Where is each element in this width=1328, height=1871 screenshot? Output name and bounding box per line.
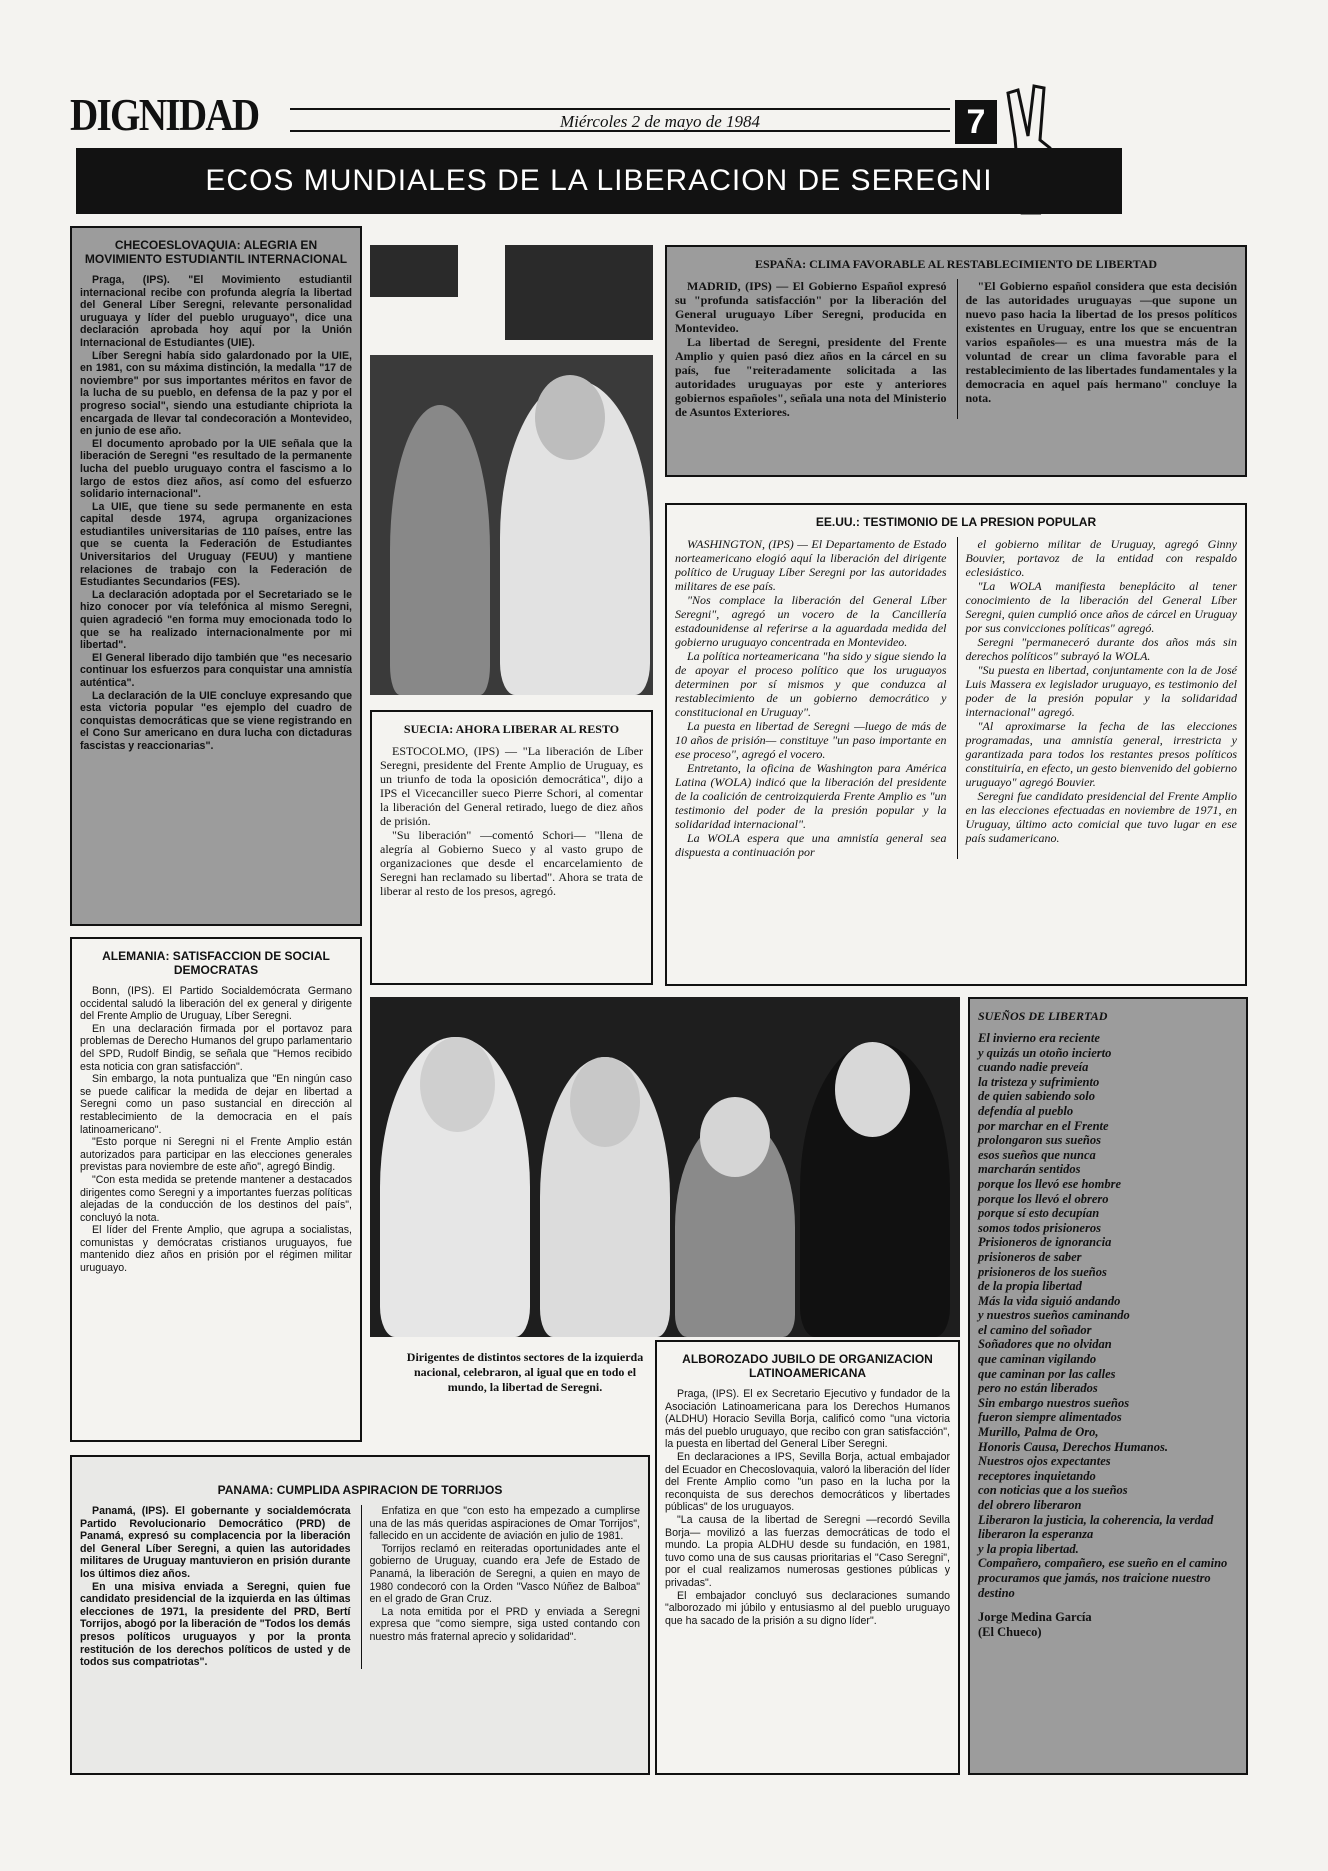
paragraph: "La WOLA manifiesta beneplácito al tener conocimiento de la liberación del General Líber Seregni, quien cumplió once años de cárcel en Uruguay por sus convicciones políticas" agregó. [965,579,1237,635]
poem-line: defendía al pueblo [978,1103,1074,1118]
poem-line: Compañero, compañero, ese sueño en el camino [978,1556,1228,1571]
masthead-logo: DIGNIDAD [70,89,259,140]
poem-line: la tristeza y sufrimiento [978,1074,1100,1089]
poem-line: liberaron la esperanza [978,1527,1094,1542]
paragraph: La declaración de la UIE concluye expresando que esta victoria popular "es ejemplo del cuadro de conquistas democráticas que se viene registrando en el Cono Sur americano en dura lucha con dictaduras fascistas y reaccionarias". [80,689,352,752]
paragraph: "Su puesta en libertad, conjuntamente con la de José Luis Massera ex legislador uruguayo, es testimonio del poder de la presión popular y la solidaridad internacional" agregó. [965,663,1237,719]
poem-line: que caminan por las calles [978,1366,1116,1381]
poem-author-alias: (El Chueco) [978,1624,1042,1639]
paragraph: el gobierno militar de Uruguay, agregó Ginny Bouvier, portavoz de la entidad con respaldo eclesiástico. [965,537,1237,579]
article-espana [665,245,1247,477]
poem-line: y quizás un otoño incierto [978,1045,1112,1060]
article-title: SUECIA: AHORA LIBERAR AL RESTO [403,722,620,736]
paragraph: Enfatiza en que "con esto ha empezado a cumplirse una de las más queridas aspiraciones de Omar Torrijos", fallecido en un accidente de aviación en julio de 1981. [369,1505,640,1543]
poem-line: cuando nadie preveía [978,1060,1089,1075]
poem-line: receptores inquietando [978,1468,1096,1483]
poem-line: prisioneros de saber [978,1249,1082,1264]
poem-line: del obrero liberaron [978,1498,1082,1512]
paragraph: WASHINGTON, (IPS) — El Departamento de Estado norteamericano elogió aquí la liberación del dirigente político de Uruguay Líber Seregni por las autoridades militares de ese país. [675,537,947,593]
paragraph: "Con esta medida se pretende mantener a destacados dirigentes como Seregni y a importantes fuerzas políticas alejadas de la conducción de los destinos del país", concluyó la nota. [80,1173,352,1224]
paragraph: El General liberado dijo también que "es necesario continuar los esfuerzos para conquistar una amnistía auténtica". [80,651,352,689]
poem-line: de quien sabiendo solo [978,1089,1096,1104]
article-title: ALEMANIA: SATISFACCION DE SOCIAL DEMOCRATAS [102,949,330,977]
poem-line: El invierno era reciente [978,1031,1100,1045]
poem-line: porque sí esto decupían [978,1206,1100,1221]
photo-leaders-group [370,997,960,1337]
poem-line: con noticias que a los sueños [978,1483,1128,1498]
paragraph: Bonn, (IPS). El Partido Socialdemócrata Germano occidental saludó la liberación del ex general y dirigente del Frente Amplio de Uruguay, Líber Seregni. [80,985,352,1023]
paragraph: La puesta en libertad de Seregni —luego de más de 10 años de prisión— constituye "un paso importante en ese proceso", agregó el vocero. [675,719,947,761]
page-number: 7 [955,100,997,144]
poem-line: Liberaron la justicia, la coherencia, la verdad [978,1512,1214,1527]
paragraph: En una declaración firmada por el portavoz para problemas de Derecho Humanos del grupo parlamentario del SPD, Rudolf Bindig, se señala que "Hemos recibido esta noticia con gran satisfacción". [80,1022,352,1073]
paragraph: "La causa de la libertad de Seregni —recordó Sevilla Borja— movilizó a las fuerzas democráticas de todo el mundo. La propia ALDHU desde su fundación, en 1981, tuvo como una de sus causas prioritarias el "Caso Seregni", por el cual realizamos numerosas gestiones públicas y privadas". [665,1513,950,1589]
paragraph: La declaración adoptada por el Secretariado se le hizo conocer por vía telefónica al mismo Seregni, quien agradeció "en forma muy emocionada todo lo que se ha realizado internacionalmente por mi libertad". [80,588,352,652]
poem-line: somos todos prisioneros [978,1220,1101,1235]
header-rule [290,108,950,110]
paragraph: "Esto porque ni Seregni ni el Frente Amplio están autorizados para participar en las elecciones generales previstas para noviembre de este año", agregó Bindig. [80,1136,352,1174]
paragraph: El embajador concluyó sus declaraciones sumando "alborozado mi júbilo y entusiasmo al del pueblo uruguayo que ha sacado de la prisión a su digno líder". [665,1589,950,1627]
photo-caption: Dirigentes de distintos sectores de la izquierda nacional, celebraron, al igual que en todo el mundo, la libertad de Seregni. [406,1350,644,1394]
poem-line: procuramos que jamás, nos traicione nuestro destino [978,1570,1211,1600]
paragraph: "El Gobierno español considera que esta decisión de las autoridades uruguayas —que supone un nuevo paso hacia la libertad de los presos políticos existentes en Uruguay, entre los que se encuentran varios españoles— es una muestra más de la voluntad de crear un clima favorable para el restablecimiento de las libertades fundamentales y la democracia en aquel país hermano" concluye la nota. [965,279,1237,405]
paragraph: La nota emitida por el PRD y enviada a Seregni expresa que "como siempre, siga usted contando con nuestro más fraternal aprecio y solidaridad". [369,1605,640,1643]
photo-small [370,245,458,297]
poem-line: Prisioneros de ignorancia [978,1235,1112,1250]
article-suecia [370,710,653,985]
poem-line: prisioneros de los sueños [978,1264,1107,1279]
paragraph: La WOLA espera que una amnistía general sea dispuesta a continuación por [675,831,947,859]
poem-line: porque los llevó ese hombre [978,1176,1122,1191]
poem-line: fueron siempre alimentados [978,1410,1122,1425]
poem-line: y la propia libertad. [978,1541,1079,1556]
paragraph: Líber Seregni había sido galardonado por la UIE, en 1981, con su máxima distinción, la medalla "17 de noviembre" por sus importantes méritos en favor de la lucha de su pueblo, en defensa de la paz y por el progreso social", siendo una estudiante chipriota la encargada de llevar tal condecoración a Montevideo, en junio de ese año. [80,349,352,438]
paragraph: Torrijos reclamó en reiteradas oportunidades ante el gobierno de Uruguay, cuando era Jefe de Estado de Panamá, la liberación de Seregni, a quien en mayo de 1980 condecoró con la Orden "Vasco Núñez de Balboa" en el grado de Gran Cruz. [369,1542,640,1606]
paragraph: "Nos complace la liberación del General Líber Seregni", agregó un vocero de la Cancillería estadounidense al referirse a la aguardada medida del gobierno uruguayo concentrada en Montevideo. [675,593,947,649]
paragraph: MADRID, (IPS) — El Gobierno Español expresó su "profunda satisfacción" por la liberación del General uruguayo Líber Seregni, producida en Montevideo. [675,279,947,335]
poem-line: marcharán sentidos [978,1162,1081,1177]
paragraph: La libertad de Seregni, presidente del Frente Amplio y quien pasó diez años en la cárcel en su país, fue "reiteradamente solicitada a las autoridades uruguayas por este y anteriores gobiernos españoles", señala una nota del Ministerio de Asuntos Exteriores. [675,335,947,419]
paragraph: Praga, (IPS). "El Movimiento estudiantil internacional recibe con profunda alegría la libertad del General Líber Seregni, relevante personalidad uruguaya y líder del pueblo uruguayo", dice una declaración aprobada hoy aquí por la Unión Internacional de Estudiantes (UIE). [80,274,352,349]
article-title: CHECOESLOVAQUIA: ALEGRIA EN MOVIMIENTO ESTUDIANTIL INTERNACIONAL [84,238,348,266]
poem-line: Más la vida siguió andando [978,1293,1121,1308]
paragraph: ESTOCOLMO, (IPS) — "La liberación de Líber Seregni, presidente del Frente Amplio de Uruguay, es un triunfo de toda la oposición democrática", dijo a IPS el Vicecanciller sueco Pierre Schori, al comentar la liberación del General retirado, luego de diez años de prisión. [380,744,643,828]
article-alemania [70,937,362,1442]
article-title: PANAMA: CUMPLIDA ASPIRACION DE TORRIJOS [217,1483,503,1497]
poem-line: por marchar en el Frente [978,1118,1109,1133]
paragraph: La política norteamericana "ha sido y sigue siendo la de apoyar el proceso político que los uruguayos determinen por sí mismos y que conduzca al restablecimiento de un gobierno democrático y constitucional en Uruguay". [675,649,947,719]
article-eeuu [665,503,1247,986]
poem-line: porque los llevó el obrero [978,1191,1109,1206]
paragraph: El documento aprobado por la UIE señala que la liberación de Seregni "es resultado de la permanente lucha del pueblo uruguayo contra el fascismo a lo largo de estos diez años, así como del esfuerzo solidario internacional". [80,437,352,501]
poem-line: esos sueños que nunca [978,1147,1096,1162]
paragraph: Entretanto, la oficina de Washington para América Latina (WOLA) indicó que la liberación del presidente de la coalición de centroizquierda Frente Amplio es "un testimonio del poder de la presión popular y la solidaridad internacional". [675,761,947,831]
page-banner-title: ECOS MUNDIALES DE LA LIBERACION DE SEREGNI [76,148,1122,214]
paragraph: En una misiva enviada a Seregni, quien fue candidato presidencial de la izquierda en las últimas elecciones de 1971, la presidente del PRD, Bertí Torrijos, abogó por la liberación de "Todos los demás presos políticos uruguayos y por la pronta restitución de los derechos políticos de usted y de todos sus compatriotas". [80,1580,351,1669]
paragraph: Seregni "permaneceró durante dos años más sin derechos políticos" subrayó la WOLA. [965,635,1237,663]
poem-line: y nuestros sueños caminando [978,1308,1130,1323]
poem-line: Honoris Causa, Derechos Humanos. [978,1439,1168,1454]
poem-line: Murillo, Palma de Oro, [978,1425,1099,1440]
poem-line: Sin embargo nuestros sueños [978,1395,1130,1410]
poem-line: prolongaron sus sueños [978,1133,1101,1148]
paragraph: "Al aproximarse la fecha de las elecciones programadas, una amnistía general, irrestricta y garantizada para todos los restantes presos políticos constituiría, en efecto, un gesto bienvenido del gobierno uruguayo" agregó Bouvier. [965,719,1237,789]
article-title: ESPAÑA: CLIMA FAVORABLE AL RESTABLECIMIENTO DE LIBERTAD [754,257,1158,271]
poem-author: Jorge Medina García [978,1610,1092,1625]
article-panama [70,1455,650,1775]
article-title: EE.UU.: TESTIMONIO DE LA PRESION POPULAR [815,515,1097,529]
poem-title: SUEÑOS DE LIBERTAD [978,1009,1108,1023]
paragraph: La UIE, que tiene su sede permanente en esta capital desde 1974, agrupa organizaciones estudiantiles universitarias de 110 países, entre las que se cuenta la Federación de Estudiantes Universitarios del Uruguay (FEUU) y mantiene relaciones de trabajo con la Federación de Estudiantes Secundarios (FES). [80,500,352,589]
poem-line: que caminan vigilando [978,1352,1097,1367]
paragraph: Sin embargo, la nota puntualiza que "En ningún caso se puede calificar la medida de dejar en libertad a Seregni como un paso sustancial en dirección al restablecimiento de la democracia en el país latinoamericano". [80,1073,352,1136]
photo-small [505,245,653,340]
paragraph: Panamá, (IPS). El gobernante y socialdemócrata Partido Revolucionario Democrático (PRD) de Panamá, expresó su complacencia por la liberación del General Líber Seregni, a quien las autoridades militares de Uruguay mantuvieron en prisión durante los últimos diez años. [80,1505,351,1580]
poem-line: el camino del soñador [978,1322,1092,1337]
poem-line: pero no están liberados [978,1381,1098,1396]
paragraph: Praga, (IPS). El ex Secretario Ejecutivo y fundador de la Asociación Latinoamericana para los Derechos Humanos (ALDHU) Horacio Sevilla Borja, calificó como "una victoria más del pueblo uruguayo, que recibo con gran satisfacción", la puesta en libertad del General Líber Seregni. [665,1388,950,1451]
paragraph: En declaraciones a IPS, Sevilla Borja, actual embajador del Ecuador en Checoslovaquia, valoró la liberación del líder del Frente Amplio como "un paso en la lucha por la reconquista de sus derechos democráticos y libertades públicas" de los uruguayos. [665,1450,950,1514]
paragraph: Seregni fue candidato presidencial del Frente Amplio en las elecciones efectuadas en noviembre de 1971, en Uruguay, último acto comicial que tuvo lugar en ese país sudamericano. [965,789,1237,845]
issue-date: Miércoles 2 de mayo de 1984 [560,112,761,131]
article-checoslovaquia [70,226,362,926]
poem-suenos-de-libertad [968,997,1248,1775]
photo-seregni-interview [370,355,653,695]
poem-line: Nuestros ojos expectantes [978,1454,1111,1469]
paragraph: "Su liberación" —comentó Schori— "llena de alegría al Gobierno Sueco y al vasto grupo de organizaciones que desde el encarcelamiento de Seregni han reclamado su libertad". Ahora se trata de liberar al resto de los presos, agregó. [380,828,643,898]
article-title: ALBOROZADO JUBILO DE ORGANIZACION LATINOAMERICANA [682,1352,933,1380]
poem-lines [978,1031,1238,1600]
poem-line: Soñadores que no olvidan [978,1337,1112,1352]
article-aldhu [655,1340,960,1775]
poem-line: de la propia libertad [978,1279,1082,1294]
paragraph: El líder del Frente Amplio, que agrupa a socialistas, comunistas y demócratas cristianos uruguayos, fue mantenido diez años en prisión por el régimen militar uruguayo. [80,1224,352,1275]
